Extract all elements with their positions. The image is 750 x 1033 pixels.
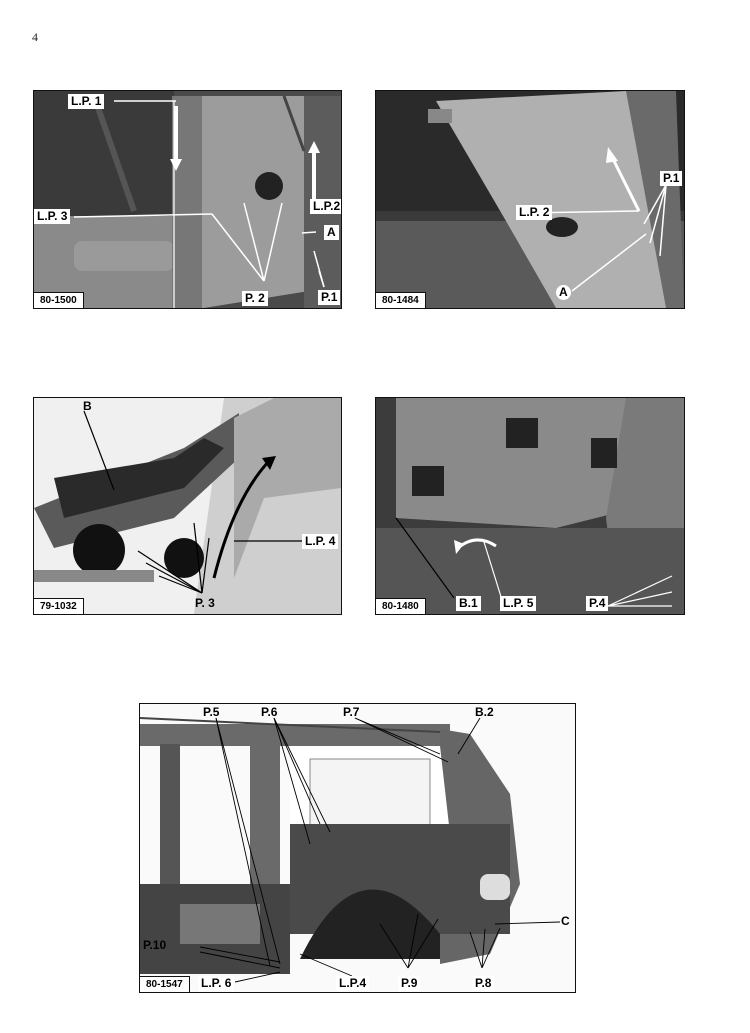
photo-80-1484 — [375, 90, 685, 309]
photo-80-1547 — [139, 703, 576, 993]
label-lp2: L.P. 2 — [516, 205, 552, 220]
photo-79-1032-image — [34, 398, 341, 614]
label-c: C — [561, 914, 570, 928]
label-lp6: L.P. 6 — [198, 976, 234, 991]
label-lp4: L.P.4 — [336, 976, 369, 991]
label-b1: B.1 — [456, 596, 481, 611]
label-lp1: L.P. 1 — [68, 94, 104, 109]
label-p3: P. 3 — [195, 596, 215, 610]
label-p10: P.10 — [143, 938, 167, 952]
label-lp2: L.P.2 — [310, 199, 342, 214]
label-p4: P.4 — [586, 596, 608, 611]
label-p9: P.9 — [398, 976, 420, 991]
label-a: A — [324, 225, 339, 240]
figure-id: 80-1500 — [34, 292, 84, 308]
photo-80-1500-image — [34, 91, 341, 308]
label-p2: P. 2 — [242, 291, 268, 306]
label-p7: P.7 — [343, 705, 360, 719]
photo-80-1484-image — [376, 91, 684, 308]
label-p1: P.1 — [318, 290, 340, 305]
label-b2: B.2 — [475, 705, 494, 719]
photo-79-1032 — [33, 397, 342, 615]
photo-80-1480 — [375, 397, 685, 615]
label-lp4: L.P. 4 — [302, 534, 338, 549]
label-p8: P.8 — [472, 976, 494, 991]
figure-id: 80-1484 — [376, 292, 426, 308]
figure-id: 80-1547 — [140, 976, 190, 992]
label-p5: P.5 — [203, 705, 220, 719]
page-number: 4 — [32, 30, 38, 44]
figure-id: 79-1032 — [34, 598, 84, 614]
photo-80-1547-image — [140, 704, 575, 992]
figure-id: 80-1480 — [376, 598, 426, 614]
photo-80-1500 — [33, 90, 342, 309]
label-a: A — [556, 285, 571, 300]
label-p1: P.1 — [660, 171, 682, 186]
label-b: B — [83, 399, 92, 413]
label-p6: P.6 — [261, 705, 278, 719]
label-lp3: L.P. 3 — [34, 209, 70, 224]
label-lp5: L.P. 5 — [500, 596, 536, 611]
photo-80-1480-image — [376, 398, 684, 614]
